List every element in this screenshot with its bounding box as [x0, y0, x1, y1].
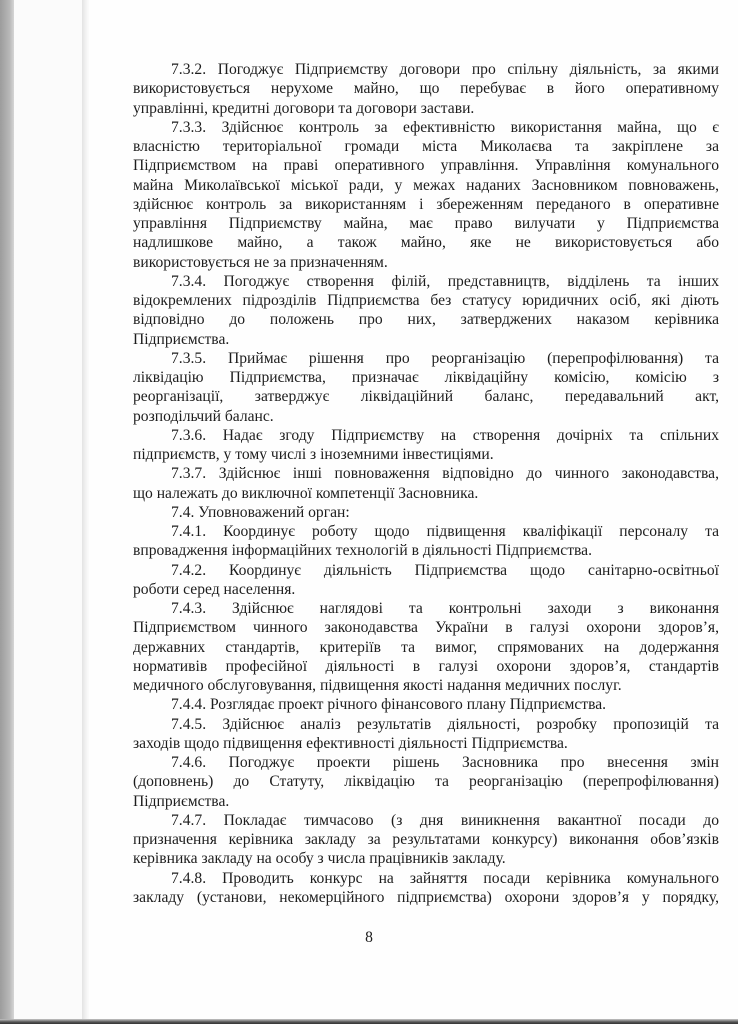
scan-edge-dark [0, 0, 14, 1024]
text-line: 7.4.2. Координує діяльність Підприємства щодо санітарно-освітньої [171, 561, 719, 579]
text-line: Підприємством на праві оперативного управління. Управління комунального [133, 157, 719, 175]
text-line: призначення керівника закладу за результатами конкурсу) виконання обов’язків [133, 831, 719, 848]
text-line: 7.4.5. Здійснює аналіз результатів діяльності, розробку пропозицій та [171, 715, 719, 733]
page-edge-shadow [82, 0, 90, 1020]
text-line: управлінні, кредитні договори та договори застави. [133, 99, 475, 117]
text-line: заходів щодо підвищення ефективності діяльності Підприємства. [133, 734, 568, 752]
paragraph [133, 561, 719, 600]
text-line: (доповнень) до Статуту, ліквідацію та реорганізацію (перепрофілювання) [133, 773, 719, 791]
text-line: використовується нерухоме майно, що перебуває в його оперативному [133, 80, 719, 98]
paragraph [133, 349, 719, 426]
scan-bottom-edge [0, 1019, 738, 1024]
text-line: 7.3.7. Здійснює інші повноваження відповідно до чинного законодавства, [171, 465, 719, 483]
paragraph [133, 118, 719, 272]
text-line: 7.4.1. Координує роботу щодо підвищення кваліфікації персоналу та [171, 523, 719, 540]
text-line: 7.4.6. Погоджує проекти рішень Засновника про внесення змін [171, 754, 719, 771]
paragraph [133, 522, 719, 561]
text-line: нормативів професійної діяльності в галузі охорони здоров’я, стандартів [133, 657, 719, 675]
text-line: державних стандартів, критеріїв та вимог, спрямованих на додержання [133, 638, 719, 656]
page-number: 8 [365, 929, 373, 946]
text-line: 7.3.6. Надає згоду Підприємству на створення дочірніх та спільних [171, 426, 719, 444]
text-line: надлишкове майно, а також майно, яке не використовується або [133, 234, 719, 252]
text-line: Підприємства. [133, 330, 230, 348]
text-line: реорганізації, затверджує ліквідаційний баланс, передавальний акт, [133, 388, 719, 406]
text-line: що належать до виключної компетенції Засновника. [133, 484, 479, 502]
text-line: здійснює контроль за використанням і збереженням переданого в оперативне [133, 195, 719, 213]
text-line: Підприємства. [133, 792, 230, 810]
text-line: підприємств, у тому числі з іноземними інвестиціями. [133, 446, 494, 463]
text-line: 7.3.4. Погоджує створення філій, представництв, відділень та інших [171, 272, 719, 290]
text-line: управління Підприємству майна, має право вилучати у Підприємства [133, 215, 719, 232]
paragraph [133, 811, 719, 869]
paragraph [133, 503, 719, 522]
text-line: 7.3.3. Здійснює контроль за ефективністю використання майна, що є [171, 118, 719, 136]
text-line: закладу (установи, некомерційного підприємства) охорони здоров’я у порядку, [133, 888, 719, 906]
text-line: відповідно до положень про них, затверджених наказом керівника [133, 311, 719, 329]
text-line: роботи серед населення. [133, 580, 296, 598]
text-line: ліквідацію Підприємства, призначає ліквідаційну комісію, комісію з [133, 369, 719, 386]
paragraph [133, 695, 719, 714]
document-body [133, 60, 719, 907]
paragraph [133, 599, 719, 695]
paragraph [133, 869, 719, 908]
text-line: розподільчий баланс. [133, 407, 274, 425]
text-line: 7.4. Уповноважений орган: [171, 503, 350, 521]
text-line: 7.4.8. Проводить конкурс на зайняття посади керівника комунального [171, 869, 719, 887]
text-line: 7.4.3. Здійснює наглядові та контрольні заходи з виконання [171, 600, 719, 617]
text-line: 7.4.7. Покладає тимчасово (з дня виникнення вакантної посади до [171, 811, 719, 829]
paragraph [133, 426, 719, 465]
paragraph [133, 272, 719, 349]
paragraph [133, 715, 719, 754]
paragraph [133, 464, 719, 503]
text-line: впровадження інформаційних технологій в діяльності Підприємства. [133, 542, 592, 560]
text-line: Підприємством чинного законодавства України в галузі охорони здоров’я, [133, 619, 719, 637]
text-line: медичного обслуговування, підвищення якості надання медичних послуг. [133, 677, 622, 694]
text-line: керівника закладу на особу з числа працівників закладу. [133, 850, 506, 868]
text-line: 7.3.2. Погоджує Підприємству договори про спільну діяльність, за якими [171, 61, 719, 78]
paragraph [133, 60, 719, 118]
text-line: 7.4.4. Розглядає проект річного фінансового плану Підприємства. [171, 696, 607, 714]
text-line: відокремлених підрозділів Підприємства без статусу юридичних осіб, які діють [133, 292, 719, 309]
scan-margin-band [14, 0, 82, 1020]
text-line: 7.3.5. Приймає рішення про реорганізацію (перепрофілювання) та [171, 349, 719, 367]
text-line: використовується не за призначенням. [133, 253, 388, 271]
paragraph [133, 753, 719, 811]
text-line: власністю територіальної громади міста Миколаєва та закріплене за [133, 138, 719, 155]
text-line: майна Миколаївської міської ради, у межах наданих Засновником повноважень, [133, 176, 719, 194]
